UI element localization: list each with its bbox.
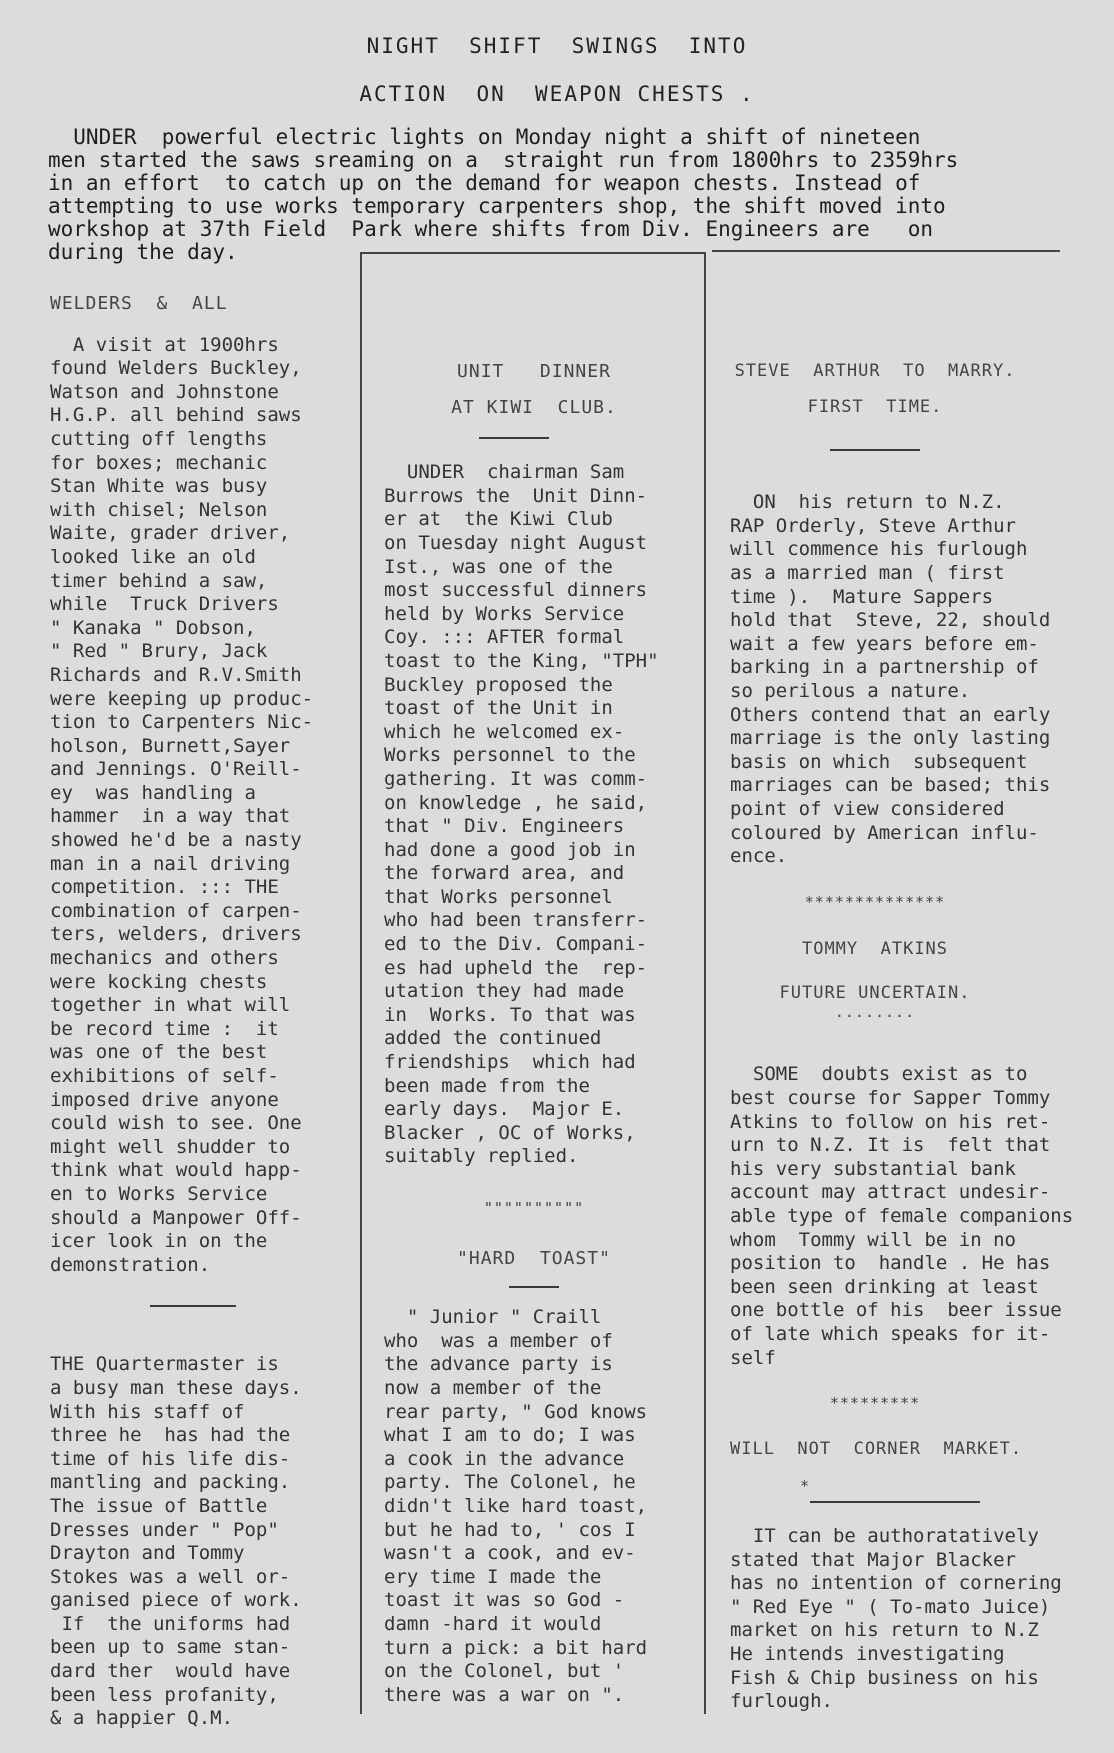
text-line: combination of carpen- (50, 899, 302, 922)
text-line: position to handle . He has (730, 1252, 1051, 1275)
intro-line: workshop at 37th Field Park where shifts from Div. Engineers are on (48, 217, 934, 241)
column-divider-left (360, 252, 362, 1714)
stars-divider: ********* (829, 1394, 921, 1413)
text-line: man in a nail driving (50, 852, 291, 875)
text-line: the forward area, and (384, 862, 625, 885)
text-line: H.G.P. all behind saws (50, 404, 302, 427)
text-line: wasn't a cook, and ev- (384, 1542, 636, 1565)
text-line: demonstration. (50, 1253, 211, 1276)
right-column-top-rule (712, 250, 1060, 252)
text-line: barking in a partnership of (730, 656, 1039, 679)
text-line: were keeping up produc- (50, 687, 314, 710)
unit-dinner-heading-1: UNIT DINNER (457, 361, 611, 382)
text-line: his very substantial bank (730, 1157, 1016, 1180)
text-line: Waite, grader driver, (50, 522, 291, 545)
text-line: and Jennings. O'Reill- (50, 758, 302, 781)
text-line: could wish to see. One (50, 1112, 302, 1135)
text-line: exhibitions of self- (50, 1065, 279, 1087)
middle-column (384, 360, 702, 1707)
text-line: UNDER chairman Sam (384, 461, 625, 484)
stars-divider: ************** (804, 892, 946, 911)
intro-paragraph (48, 126, 1058, 264)
text-line: cutting off lengths (50, 427, 268, 450)
text-line: whom Tommy will be in no (730, 1228, 1016, 1251)
text-line: was one of the best (50, 1041, 268, 1064)
text-line: " Junior " Craill (384, 1306, 602, 1329)
text-line: that Works personnel (384, 885, 613, 908)
text-line: three he has had the (50, 1424, 291, 1447)
text-line: furlough. (730, 1690, 833, 1713)
text-line: A visit at 1900hrs (50, 333, 279, 356)
text-line: ery time I made the (384, 1565, 602, 1588)
text-line: Watson and Johnstone (50, 380, 279, 403)
text-line: IT can be authoratatively (730, 1524, 1039, 1547)
text-line: " Kanaka " Dobson, (50, 616, 256, 639)
text-line: Burrows the Unit Dinn- (384, 484, 648, 507)
text-line: Atkins to follow on his ret- (730, 1110, 1051, 1133)
text-line: Stokes was a well or- (50, 1565, 291, 1588)
text-line: Stan White was busy (50, 475, 268, 498)
text-line: party. The Colonel, he (384, 1471, 636, 1494)
text-line: Richards and R.V.Smith (50, 663, 302, 686)
text-line: on the Colonel, but ' (384, 1660, 625, 1683)
text-line: together in what will (50, 994, 291, 1017)
text-line: but he had to, ' cos I (384, 1518, 636, 1541)
text-line: " Red Eye " ( To-mato Juice) (730, 1595, 1051, 1618)
text-line: tion to Carpenters Nic- (50, 711, 314, 734)
text-line: of late which speaks for it- (730, 1323, 1051, 1345)
intro-line: UNDER powerful electric lights on Monday night a shift of nineteen (48, 125, 921, 149)
text-line: able type of female companions (730, 1205, 1074, 1228)
text-line: found Welders Buckley, (50, 357, 302, 380)
text-line: for boxes; mechanic (50, 451, 268, 474)
text-line: time of his life dis- (50, 1447, 291, 1470)
text-line: With his staff of (50, 1400, 245, 1423)
text-line: He intends investigating (730, 1642, 1005, 1665)
text-line: timer behind a saw, (50, 569, 268, 592)
text-line: as a married man ( first (730, 561, 1005, 584)
text-line: ey was handling a (50, 781, 256, 804)
text-line: added the continued (384, 1027, 602, 1050)
text-line: on knowledge , he said, (384, 791, 648, 814)
text-line: gathering. It was comm- (384, 767, 648, 790)
intro-line: men started the saws sreaming on a straight run from 1800hrs to 2359hrs (48, 148, 959, 172)
text-line: toast of the Unit in (384, 697, 613, 720)
quote-marks-divider: """""""""" (483, 1199, 585, 1217)
text-line: while Truck Drivers (50, 593, 279, 616)
text-line: self (730, 1346, 776, 1369)
text-line: the advance party is (384, 1353, 613, 1376)
unit-dinner-heading-2: AT KIWI CLUB. (451, 396, 617, 418)
text-line: suitably replied. (384, 1145, 579, 1168)
text-line: were kocking chests (50, 970, 268, 993)
headline-line-1: NIGHT SHIFT SWINGS INTO (366, 34, 748, 58)
corner-market-heading: WILL NOT CORNER MARKET. (730, 1438, 1023, 1459)
intro-line: during the day. (48, 240, 238, 264)
text-line: point of view considered (730, 797, 1005, 820)
corner-market-story (730, 1525, 1080, 1714)
steve-arthur-story (730, 491, 1080, 869)
tommy-atkins-heading-1: TOMMY ATKINS (801, 939, 949, 960)
text-line: turn a pick: a bit hard (384, 1636, 648, 1659)
text-line: showed he'd be a nasty (50, 829, 302, 852)
text-line: urn to N.Z. It is felt that (730, 1134, 1051, 1157)
text-line: been made from the (384, 1074, 590, 1097)
text-line: Coy. ::: AFTER formal (384, 626, 625, 649)
text-line: there was a war on ". (384, 1683, 625, 1706)
text-line: should a Manpower Off- (50, 1206, 302, 1229)
text-line: ganised piece of work. (50, 1589, 302, 1612)
text-line: now a member of the (384, 1376, 602, 1399)
text-line: Others contend that an early (730, 703, 1051, 726)
text-line: mantling and packing. (50, 1471, 291, 1494)
text-line: dard ther would have (50, 1660, 291, 1683)
text-line: had done a good job in (384, 838, 636, 861)
text-line: who had been transferr- (384, 909, 648, 932)
text-line: a busy man these days. (50, 1376, 302, 1399)
headline-line-2: ACTION ON WEAPON CHESTS . (359, 82, 755, 106)
text-line: hold that Steve, 22, should (730, 609, 1051, 632)
text-line: stated that Major Blacker (730, 1548, 1016, 1571)
text-line: Works personnel to the (384, 744, 636, 767)
text-line: that " Div. Engineers (384, 815, 625, 838)
text-line: been up to same stan- (50, 1636, 291, 1659)
text-line: will commence his furlough (730, 538, 1028, 561)
hard-toast-heading: "HARD TOAST" (457, 1247, 611, 1269)
text-line: been seen drinking at least (730, 1275, 1039, 1298)
middle-column-top-rule (360, 252, 706, 254)
text-line: competition. ::: THE (50, 876, 279, 899)
text-line: coloured by American influ- (730, 821, 1039, 844)
text-line: ed to the Div. Compani- (384, 933, 648, 956)
tommy-atkins-story (730, 1063, 1080, 1370)
text-line: Blacker , OC of Works, (384, 1121, 636, 1144)
text-line: rear party, " God knows (384, 1400, 648, 1423)
intro-line: attempting to use works temporary carpenters shop, the shift moved into (48, 194, 946, 218)
text-line: market on his return to N.Z (730, 1619, 1039, 1642)
text-line: imposed drive anyone (50, 1088, 279, 1111)
text-line: marriages can be based; this (730, 774, 1051, 797)
text-line: didn't like hard toast, (384, 1494, 648, 1517)
text-line: toast to the King, "TPH" (384, 649, 659, 672)
text-line: has no intention of cornering (730, 1572, 1062, 1595)
hard-toast-story (384, 1306, 702, 1707)
text-line: in Works. To that was (384, 1003, 636, 1026)
text-line: marriage is the only lasting (730, 727, 1051, 750)
text-line: Ist., was one of the (384, 555, 613, 578)
text-line: damn -hard it would (384, 1612, 602, 1635)
welders-story (50, 334, 350, 1278)
text-line: friendships which had (384, 1051, 636, 1074)
text-line: been less profanity, (50, 1683, 279, 1706)
text-line: who was a member of (384, 1329, 613, 1352)
left-column (50, 292, 350, 1731)
asterisk-mark: * (800, 1477, 811, 1496)
text-line: be record time : it (50, 1017, 279, 1040)
text-line: most successful dinners (384, 579, 648, 602)
text-line: icer look in on the (50, 1230, 268, 1253)
text-line: account may attract undesir- (730, 1181, 1051, 1204)
text-line: Dresses under " Pop" (50, 1518, 279, 1541)
text-line: basis on which subsequent (730, 750, 1028, 773)
text-line: with chisel; Nelson (50, 498, 268, 521)
text-line: ON his return to N.Z. (730, 491, 1005, 514)
text-line: ence. (730, 845, 788, 868)
unit-dinner-story (384, 461, 702, 1169)
steve-arthur-heading-2: FIRST TIME. (807, 396, 943, 417)
text-line: hammer in a way that (50, 805, 291, 828)
text-line: Fish & Chip business on his (730, 1666, 1039, 1689)
text-line: es had upheld the rep- (384, 956, 648, 979)
text-line: one bottle of his beer issue (730, 1299, 1062, 1322)
text-line: en to Works Service (50, 1182, 268, 1205)
text-line: best course for Sapper Tommy (730, 1087, 1051, 1110)
text-line: RAP Orderly, Steve Arthur (730, 514, 1016, 537)
text-line: what I am to do; I was (384, 1424, 636, 1447)
text-line: might well shudder to (50, 1135, 291, 1158)
intro-line: in an effort to catch up on the demand for weapon chests. Instead of (48, 171, 921, 195)
text-line: SOME doubts exist as to (730, 1063, 1028, 1086)
tommy-atkins-heading-2: FUTURE UNCERTAIN. (779, 982, 971, 1003)
right-column (730, 360, 1080, 1714)
text-line: Drayton and Tommy (50, 1542, 245, 1565)
text-line: held by Works Service (384, 602, 625, 625)
text-line: utation they had made (384, 980, 625, 1003)
text-line: time ). Mature Sappers (730, 585, 994, 608)
text-line: think what would happ- (50, 1159, 302, 1182)
text-line: er at the Kiwi Club (384, 508, 613, 531)
text-line: a cook in the advance (384, 1447, 625, 1470)
text-line: & a happier Q.M. (50, 1707, 234, 1730)
text-line: THE Quartermaster is (50, 1353, 279, 1376)
text-line: toast it was so God - (384, 1589, 625, 1612)
text-line: so perilous a nature. (730, 679, 971, 702)
welders-heading: WELDERS & ALL (50, 293, 228, 314)
text-line: early days. Major E. (384, 1098, 625, 1121)
text-line: " Red " Brury, Jack (50, 640, 268, 663)
text-line: holson, Burnett,Sayer (50, 734, 291, 757)
text-line: Buckley proposed the (384, 673, 613, 696)
column-divider-right (704, 252, 706, 1714)
text-line: on Tuesday night August (384, 531, 648, 554)
text-line: ters, welders, drivers (50, 923, 302, 946)
text-line: wait a few years before em- (730, 632, 1039, 655)
text-line: The issue of Battle (50, 1494, 268, 1517)
dots-divider: ........ (834, 1003, 916, 1022)
text-line: mechanics and others (50, 947, 279, 970)
text-line: If the uniforms had (50, 1612, 291, 1635)
quartermaster-story (50, 1353, 350, 1731)
text-line: which he welcomed ex- (384, 720, 625, 743)
steve-arthur-heading-1: STEVE ARTHUR TO MARRY. (734, 361, 1016, 381)
text-line: looked like an old (50, 545, 256, 568)
